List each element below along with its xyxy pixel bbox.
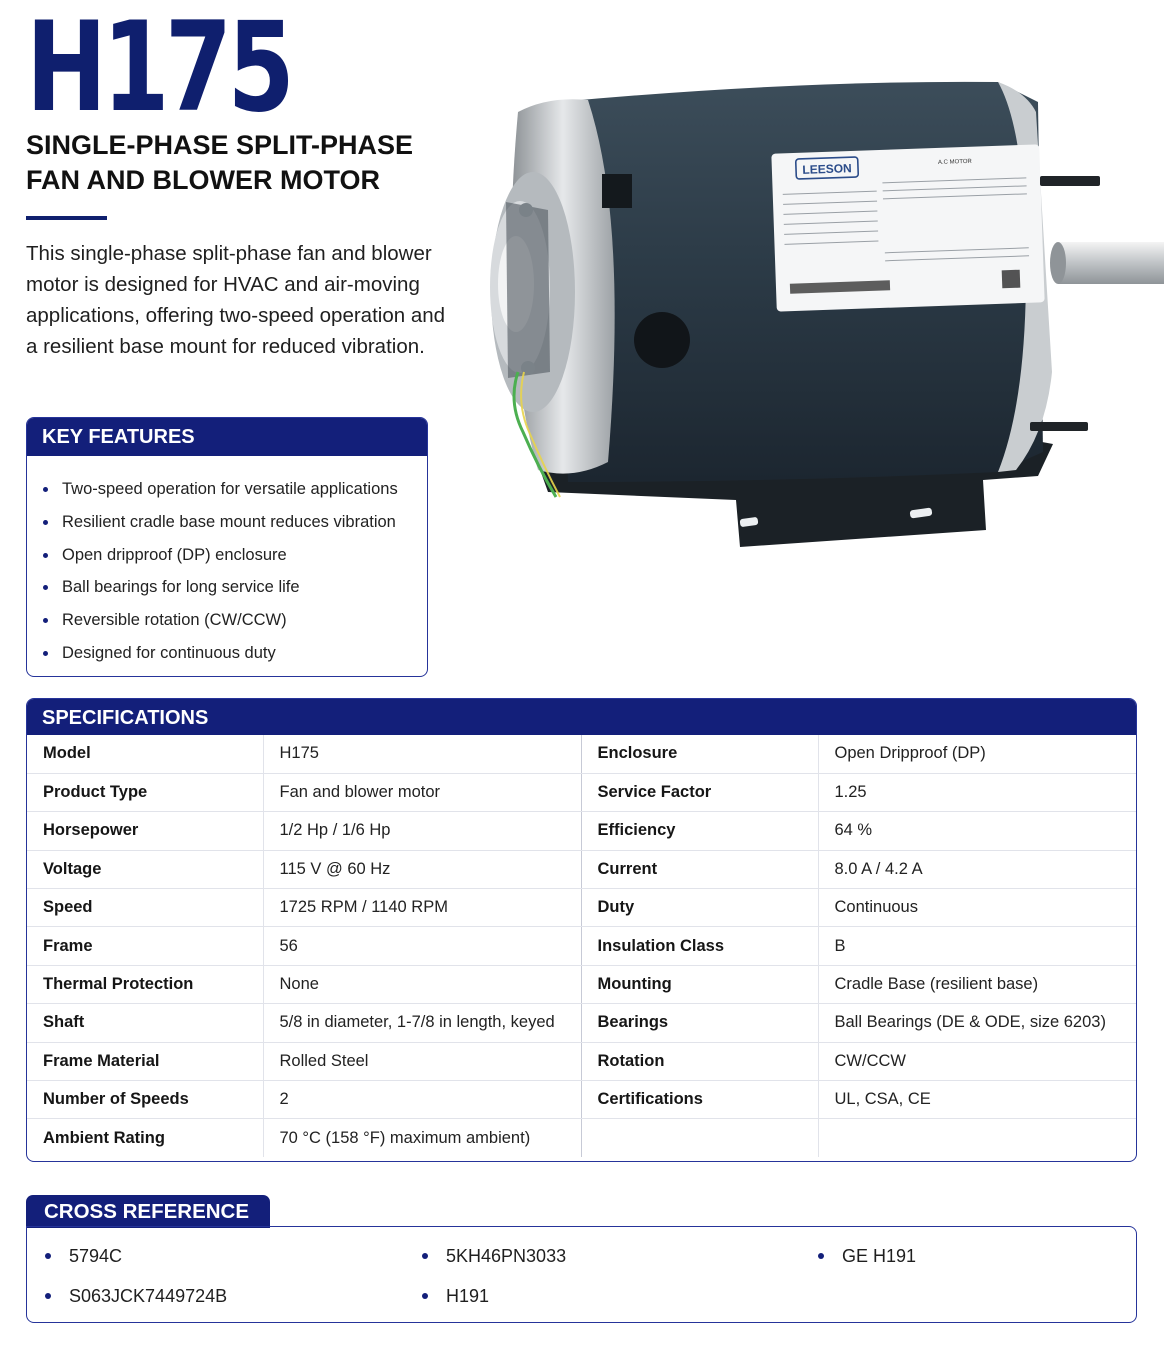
- spec-value: 64 %: [818, 812, 1137, 850]
- cross-reference-item: 5KH46PN3033: [422, 1245, 566, 1267]
- cross-reference-heading: CROSS REFERENCE: [26, 1195, 270, 1228]
- spec-label: Enclosure: [581, 735, 818, 773]
- subtitle-line-2: FAN AND BLOWER MOTOR: [26, 165, 380, 195]
- spec-value: 1/2 Hp / 1/6 Hp: [263, 812, 581, 850]
- spec-value: Cradle Base (resilient base): [818, 965, 1137, 1003]
- product-description: This single-phase split-phase fan and blower motor is designed for HVAC and air-moving applications, offering two-speed operation and a resilient base mount for reduced vibration.: [26, 242, 446, 358]
- table-row: [27, 735, 1137, 773]
- nameplate-heading: A.C MOTOR: [937, 158, 972, 166]
- spec-label: Product Type: [27, 773, 263, 811]
- spec-value: 5/8 in diameter, 1-7/8 in length, keyed: [263, 1004, 581, 1042]
- spec-value: Ball Bearings (DE & ODE, size 6203): [818, 1004, 1137, 1042]
- spec-label: Voltage: [27, 850, 263, 888]
- spec-value: 70 °C (158 °F) maximum ambient): [263, 1119, 581, 1157]
- spec-label: [581, 1119, 818, 1157]
- spec-value: 115 V @ 60 Hz: [263, 850, 581, 888]
- table-row: [27, 812, 1137, 850]
- spec-value: 1.25: [818, 773, 1137, 811]
- spec-label: Mounting: [581, 965, 818, 1003]
- spec-value: CW/CCW: [818, 1042, 1137, 1080]
- key-features-heading: KEY FEATURES: [27, 418, 427, 456]
- table-row: [27, 965, 1137, 1003]
- spec-label: Ambient Rating: [27, 1119, 263, 1157]
- spec-label: Number of Speeds: [27, 1081, 263, 1119]
- table-row: [27, 1081, 1137, 1119]
- spec-value: Continuous: [818, 889, 1137, 927]
- table-row: [27, 850, 1137, 888]
- feature-item: Reversible rotation (CW/CCW): [43, 604, 427, 637]
- spec-label: Rotation: [581, 1042, 818, 1080]
- spec-label: Efficiency: [581, 812, 818, 850]
- spec-value: None: [263, 965, 581, 1003]
- table-row: [27, 889, 1137, 927]
- spec-label: Speed: [27, 889, 263, 927]
- spec-label: Frame: [27, 927, 263, 965]
- spec-value: Fan and blower motor: [263, 773, 581, 811]
- spec-label: Model: [27, 735, 263, 773]
- feature-item: Resilient cradle base mount reduces vibration: [43, 506, 427, 539]
- spec-value: 1725 RPM / 1140 RPM: [263, 889, 581, 927]
- page-subtitle: [26, 128, 466, 198]
- specifications-table: [27, 735, 1137, 1157]
- feature-item: Ball bearings for long service life: [43, 571, 427, 604]
- cross-reference-item: 5794C: [45, 1245, 122, 1267]
- spec-value: 8.0 A / 4.2 A: [818, 850, 1137, 888]
- spec-value: UL, CSA, CE: [818, 1081, 1137, 1119]
- spec-label: Service Factor: [581, 773, 818, 811]
- feature-item: Open dripproof (DP) enclosure: [43, 539, 427, 572]
- spec-label: Thermal Protection: [27, 965, 263, 1003]
- spec-label: Shaft: [27, 1004, 263, 1042]
- feature-item: Designed for continuous duty: [43, 637, 427, 670]
- spec-value: [818, 1119, 1137, 1157]
- spec-label: Frame Material: [27, 1042, 263, 1080]
- specifications-panel: [26, 698, 1137, 1162]
- table-row: [27, 1119, 1137, 1157]
- spec-label: Horsepower: [27, 812, 263, 850]
- table-row: [27, 773, 1137, 811]
- spec-label: Certifications: [581, 1081, 818, 1119]
- nameplate-brand: LEESON: [802, 161, 852, 177]
- key-features-list: [27, 456, 427, 670]
- table-row: [27, 927, 1137, 965]
- title-divider: [26, 216, 107, 220]
- spec-label: Bearings: [581, 1004, 818, 1042]
- table-row: [27, 1042, 1137, 1080]
- cross-reference-panel: [26, 1226, 1137, 1323]
- spec-label: Insulation Class: [581, 927, 818, 965]
- spec-value: Open Dripproof (DP): [818, 735, 1137, 773]
- spec-value: Rolled Steel: [263, 1042, 581, 1080]
- cross-reference-item: GE H191: [818, 1245, 916, 1267]
- spec-value: 56: [263, 927, 581, 965]
- cross-reference-item: S063JCK7449724B: [45, 1285, 227, 1307]
- specifications-heading: SPECIFICATIONS: [27, 699, 1136, 735]
- subtitle-line-1: SINGLE-PHASE SPLIT-PHASE: [26, 130, 414, 160]
- spec-value: H175: [263, 735, 581, 773]
- spec-label: Duty: [581, 889, 818, 927]
- table-row: [27, 1004, 1137, 1042]
- model-title: H175: [26, 0, 291, 140]
- motor-nameplate: [771, 144, 1044, 311]
- feature-item: Two-speed operation for versatile applications: [43, 473, 427, 506]
- cross-reference-item: H191: [422, 1285, 489, 1307]
- spec-value: B: [818, 927, 1137, 965]
- spec-label: Current: [581, 850, 818, 888]
- spec-value: 2: [263, 1081, 581, 1119]
- key-features-panel: [26, 417, 428, 677]
- motor-product-image: [478, 72, 1164, 572]
